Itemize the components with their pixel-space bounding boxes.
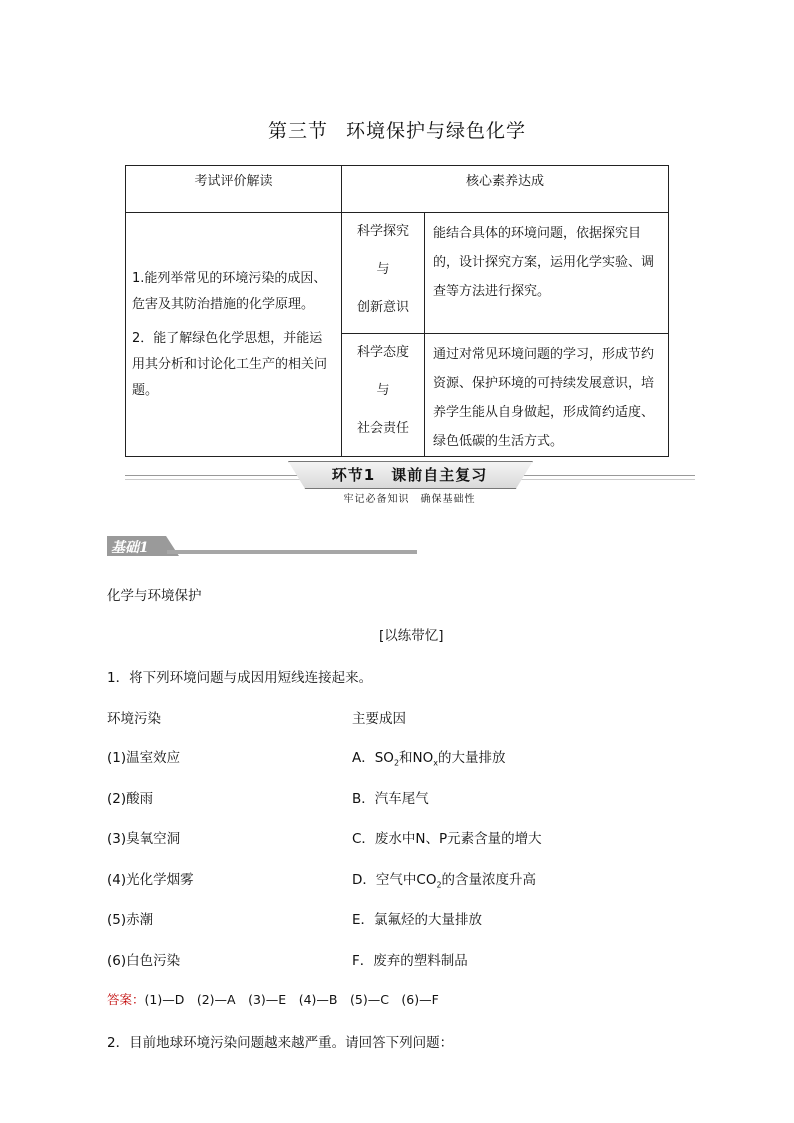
category-line: 与: [376, 262, 390, 277]
literacy-description-2: 通过对常见环境问题的学习，形成节约资源、保护环境的可持续发展意识，培养学生能从自身做起，形成简约适度、绿色低碳的生活方式。: [425, 334, 669, 457]
column-heading-pollution: 环境污染: [107, 711, 161, 727]
answer-text: (1)—D (2)—A (3)—E (4)—B (5)—C (6)—F: [144, 992, 439, 1007]
cause-item-e: E．氯氟烃的大量排放: [352, 912, 483, 928]
answer-line: [107, 990, 439, 1008]
column-heading-cause: 主要成因: [352, 711, 406, 727]
question-2-stem: 2．目前地球环境污染问题越来越严重。请回答下列问题：: [107, 1035, 454, 1051]
cause-item-b: B．汽车尾气: [352, 791, 429, 807]
header-exam-evaluation: 考试评价解读: [126, 166, 342, 213]
category-line: 与: [376, 383, 390, 398]
pollution-item: (5)赤潮: [107, 912, 154, 928]
section-banner: [125, 458, 695, 508]
topic-heading: 化学与环境保护: [107, 588, 202, 604]
exam-evaluation-cell: [126, 213, 342, 457]
evaluation-point-2: 2．能了解绿色化学思想，并能运用其分析和讨论化工生产的相关问题。: [132, 330, 328, 398]
page-title: [0, 116, 794, 143]
cause-item-c: C．废水中N、P元素含量的增大: [352, 831, 542, 847]
literacy-category-1: [342, 213, 425, 334]
pollution-item: (2)酸雨: [107, 791, 154, 807]
cause-item-f: F．废弃的塑料制品: [352, 953, 468, 969]
category-line: 社会责任: [356, 421, 409, 436]
section-number: 第三节: [267, 120, 328, 142]
literacy-description-1: 能结合具体的环境问题，依据探究目的，设计探究方案，运用化学实验、调查等方法进行探究。: [425, 213, 669, 334]
section-tag: [107, 536, 417, 556]
answer-label: 答案：: [107, 992, 145, 1007]
practice-label: [以练带忆]: [379, 628, 444, 644]
pollution-item: (6)白色污染: [107, 953, 181, 969]
banner-subtitle: 牢记必备知识 确保基础性: [343, 494, 476, 505]
cause-item-a: A．$SO_2$和$NO_x$的大量排放: [352, 750, 506, 768]
banner-title: 环节1 课前自主复习: [331, 466, 488, 484]
evaluation-table: [125, 165, 669, 457]
category-line: 创新意识: [356, 300, 409, 315]
pollution-item: (1)温室效应: [107, 750, 181, 766]
cause-item-d: D．空气中$CO_2$的含量浓度升高: [352, 872, 537, 890]
literacy-category-2: [342, 334, 425, 457]
evaluation-point-1: 1.能列举常见的环境污染的成因、危害及其防治措施的化学原理。: [132, 270, 327, 312]
category-line: 科学态度: [356, 345, 409, 360]
header-core-literacy: 核心素养达成: [342, 166, 669, 213]
pollution-item: (3)臭氧空洞: [107, 831, 181, 847]
question-1-stem: 1．将下列环境问题与成因用短线连接起来。: [107, 670, 373, 686]
section-name: 环境保护与绿色化学: [346, 120, 527, 142]
tag-underline: [167, 550, 417, 554]
pollution-item: (4)光化学烟雾: [107, 872, 194, 888]
category-line: 科学探究: [356, 224, 409, 239]
tag-label: 基础1: [111, 540, 149, 556]
